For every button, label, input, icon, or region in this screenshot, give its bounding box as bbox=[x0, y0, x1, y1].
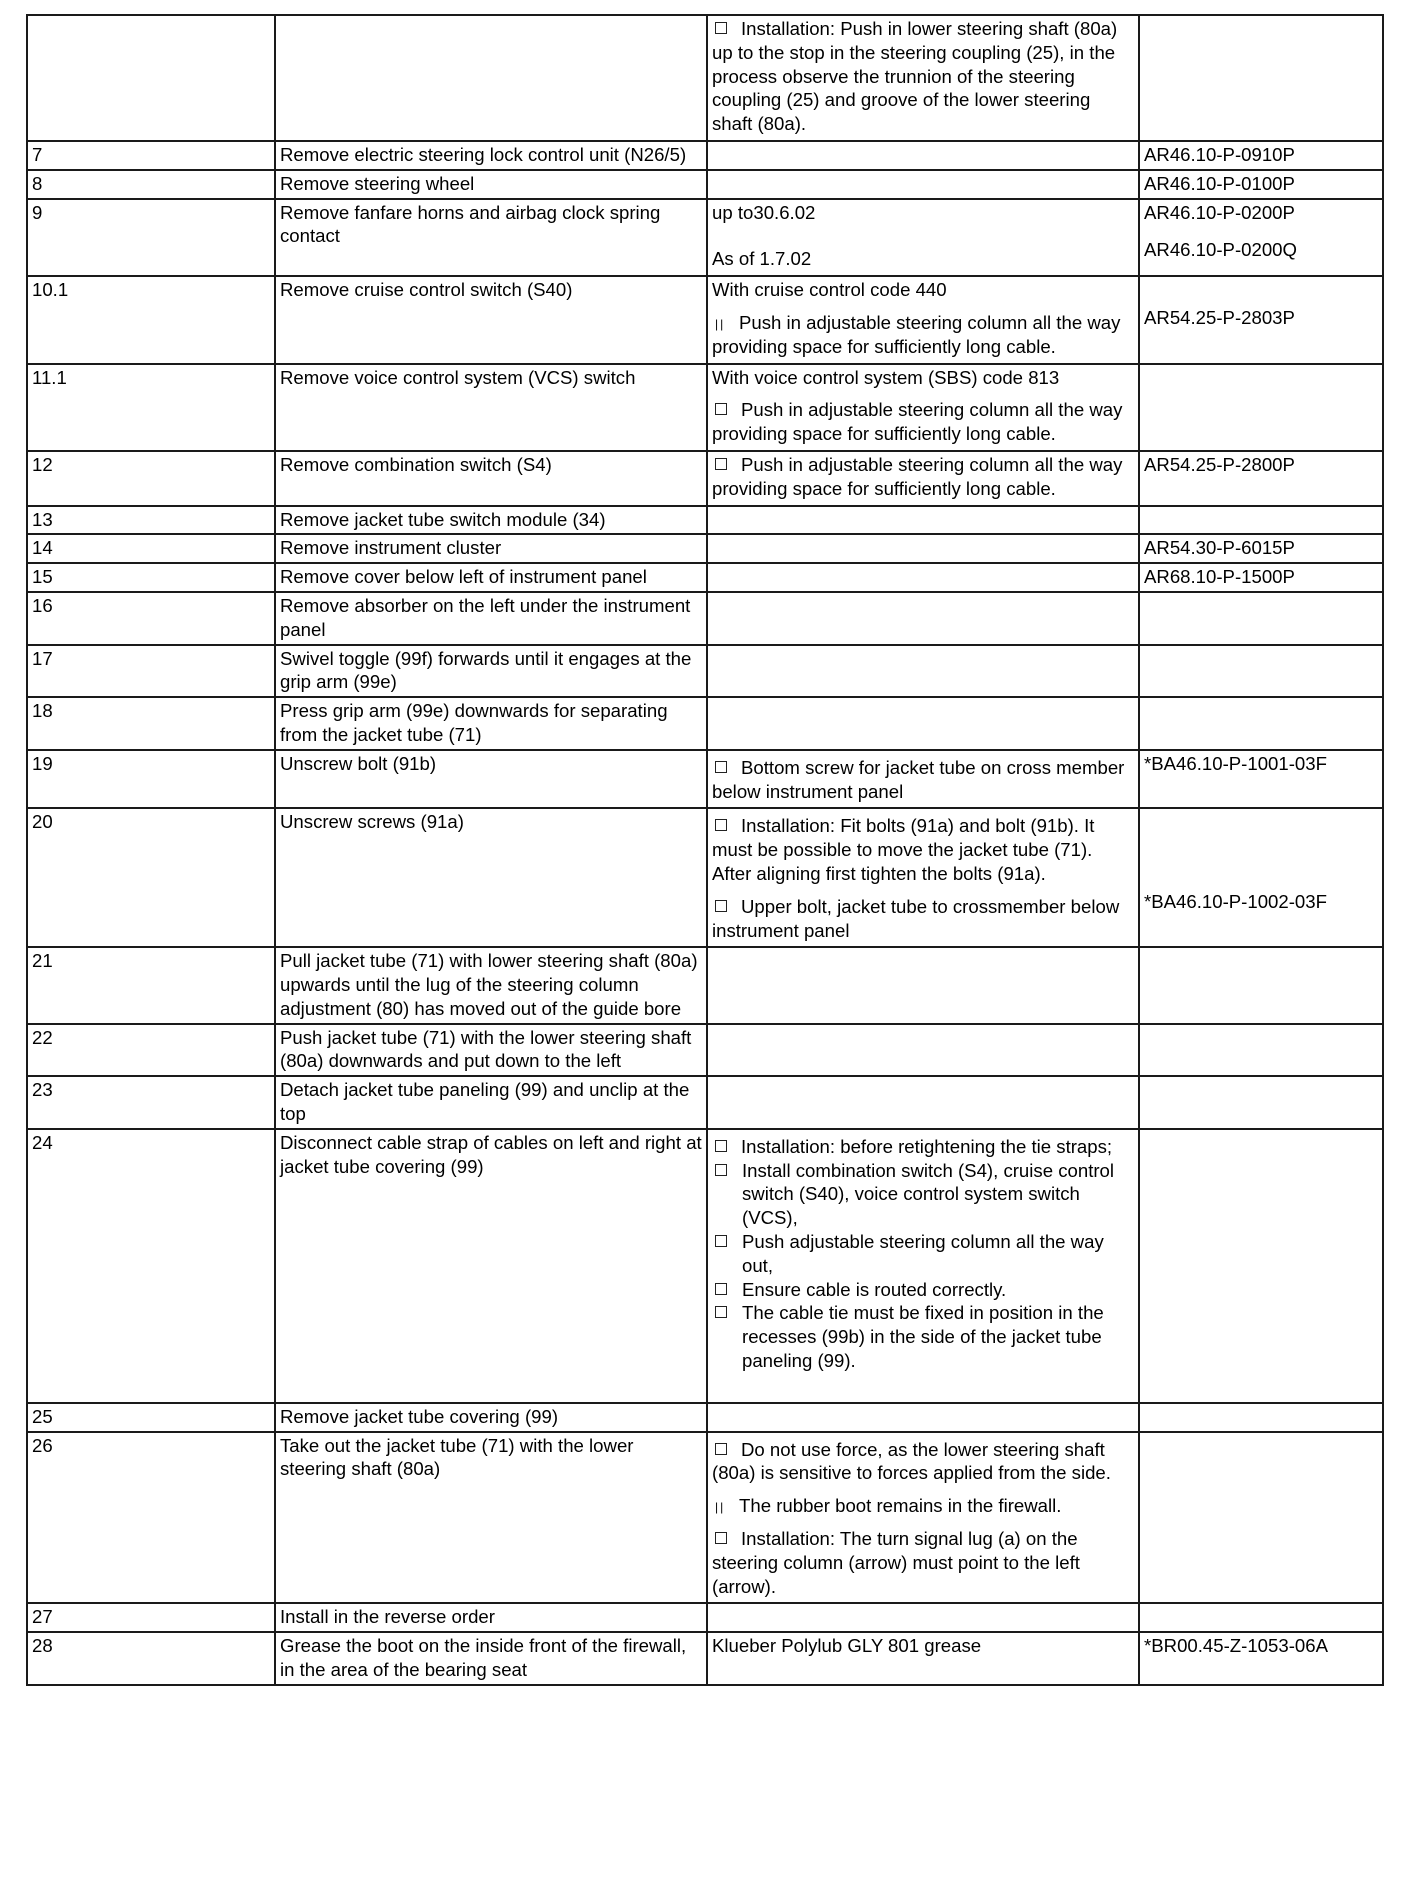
reference-cell bbox=[1139, 947, 1383, 1023]
step-cell: 20 bbox=[27, 808, 275, 947]
action-cell: Grease the boot on the inside front of the firewall, in the area of the bearing seat bbox=[275, 1632, 707, 1685]
reference-link[interactable]: *BA46.10-P-1002-03F bbox=[1144, 891, 1327, 913]
table-row bbox=[27, 276, 1383, 363]
action-cell: Remove steering wheel bbox=[275, 170, 707, 199]
reference-cell bbox=[1139, 1432, 1383, 1604]
action-cell: Remove cover below left of instrument panel bbox=[275, 563, 707, 592]
table-row bbox=[27, 563, 1383, 592]
bullet-icon: || bbox=[715, 1500, 726, 1515]
notes-cell bbox=[707, 592, 1139, 645]
note-text: With voice control system (SBS) code 813 bbox=[712, 366, 1060, 388]
reference-link[interactable]: AR46.10-P-0200P bbox=[1144, 201, 1295, 223]
checkbox-icon bbox=[715, 1532, 727, 1544]
notes-cell bbox=[707, 1129, 1139, 1403]
action-cell: Disconnect cable strap of cables on left and right at jacket tube covering (99) bbox=[275, 1129, 707, 1403]
reference-cell bbox=[1139, 364, 1383, 451]
list-item: The cable tie must be fixed in position in the recesses (99b) in the side of the jacket tube paneling (99). bbox=[712, 1301, 1134, 1372]
step-cell: 22 bbox=[27, 1024, 275, 1077]
action-cell: Install in the reverse order bbox=[275, 1603, 707, 1632]
list-item: Install combination switch (S4), cruise control switch (S40), voice control system switch (VCS), bbox=[712, 1159, 1134, 1230]
notes-cell bbox=[707, 1024, 1139, 1077]
reference-cell bbox=[1139, 697, 1383, 750]
reference-cell bbox=[1139, 1129, 1383, 1403]
note-text: Installation: before retightening the tie straps; bbox=[741, 1135, 1113, 1157]
action-cell: Detach jacket tube paneling (99) and unclip at the top bbox=[275, 1076, 707, 1129]
notes-cell bbox=[707, 364, 1139, 451]
note-text: Bottom screw for jacket tube on cross member below instrument panel bbox=[712, 756, 1125, 802]
step-cell: 21 bbox=[27, 947, 275, 1023]
step-cell: 13 bbox=[27, 506, 275, 535]
list-item: Push adjustable steering column all the way out, bbox=[712, 1230, 1134, 1278]
checkbox-icon bbox=[715, 819, 727, 831]
reference-cell bbox=[1139, 506, 1383, 535]
step-cell: 19 bbox=[27, 750, 275, 809]
notes-cell bbox=[707, 451, 1139, 506]
reference-cell: AR46.10-P-0100P bbox=[1139, 170, 1383, 199]
reference-cell bbox=[1139, 1076, 1383, 1129]
note-text: Installation: Push in lower steering shaft (80a) up to the stop in the steering coupling (25), in the process observe the trunnion of the steering coupling (25) and groove of the lower steering shaft (80a). bbox=[712, 18, 1118, 135]
list-item: Ensure cable is routed correctly. bbox=[712, 1278, 1134, 1302]
note-text: Installation: Fit bolts (91a) and bolt (91b). It must be possible to move the jacket tube (71). After aligning first tighten the bolts (91a). bbox=[712, 815, 1095, 884]
reference-cell bbox=[1139, 592, 1383, 645]
checkbox-icon bbox=[715, 1443, 727, 1455]
table-row bbox=[27, 451, 1383, 506]
action-cell bbox=[275, 15, 707, 141]
table-row bbox=[27, 534, 1383, 563]
table-row bbox=[27, 697, 1383, 750]
step-cell: 9 bbox=[27, 199, 275, 277]
notes-cell bbox=[707, 141, 1139, 170]
action-cell: Remove absorber on the left under the instrument panel bbox=[275, 592, 707, 645]
action-cell: Remove cruise control switch (S40) bbox=[275, 276, 707, 363]
step-cell: 25 bbox=[27, 1403, 275, 1432]
checkbox-icon bbox=[715, 22, 727, 34]
reference-cell: AR46.10-P-0910P bbox=[1139, 141, 1383, 170]
action-cell: Push jacket tube (71) with the lower steering shaft (80a) downwards and put down to the left bbox=[275, 1024, 707, 1077]
bullet-icon: || bbox=[715, 316, 726, 331]
action-cell: Remove fanfare horns and airbag clock spring contact bbox=[275, 199, 707, 277]
notes-cell bbox=[707, 697, 1139, 750]
action-cell: Remove jacket tube switch module (34) bbox=[275, 506, 707, 535]
step-cell: 15 bbox=[27, 563, 275, 592]
reference-cell bbox=[1139, 1603, 1383, 1632]
notes-cell bbox=[707, 1403, 1139, 1432]
step-cell: 17 bbox=[27, 645, 275, 698]
reference-cell: *BA46.10-P-1001-03F bbox=[1139, 750, 1383, 809]
step-cell: 14 bbox=[27, 534, 275, 563]
reference-cell: AR54.25-P-2800P bbox=[1139, 451, 1383, 506]
action-cell: Unscrew bolt (91b) bbox=[275, 750, 707, 809]
table-row bbox=[27, 199, 1383, 277]
reference-cell bbox=[1139, 276, 1383, 363]
reference-link[interactable]: AR54.25-P-2803P bbox=[1144, 307, 1295, 329]
table-row bbox=[27, 506, 1383, 535]
reference-cell bbox=[1139, 15, 1383, 141]
checkbox-icon bbox=[715, 1164, 727, 1176]
notes-cell bbox=[707, 170, 1139, 199]
checkbox-icon bbox=[715, 403, 727, 415]
table-row bbox=[27, 364, 1383, 451]
action-cell: Take out the jacket tube (71) with the lower steering shaft (80a) bbox=[275, 1432, 707, 1604]
checkbox-icon bbox=[715, 900, 727, 912]
note-text: Upper bolt, jacket tube to crossmember below instrument panel bbox=[712, 895, 1120, 941]
note-text: up to30.6.02 bbox=[712, 201, 816, 223]
table-row bbox=[27, 1632, 1383, 1685]
checkbox-icon bbox=[715, 761, 727, 773]
table-row bbox=[27, 592, 1383, 645]
notes-cell bbox=[707, 199, 1139, 277]
step-cell: 28 bbox=[27, 1632, 275, 1685]
step-cell: 7 bbox=[27, 141, 275, 170]
notes-cell bbox=[707, 1632, 1139, 1685]
step-cell: 10.1 bbox=[27, 276, 275, 363]
action-cell: Press grip arm (99e) downwards for separating from the jacket tube (71) bbox=[275, 697, 707, 750]
checkbox-icon bbox=[715, 1283, 727, 1295]
notes-cell bbox=[707, 563, 1139, 592]
table-row bbox=[27, 808, 1383, 947]
notes-cell bbox=[707, 276, 1139, 363]
step-cell: 23 bbox=[27, 1076, 275, 1129]
procedure-table bbox=[26, 14, 1384, 1686]
notes-cell bbox=[707, 1603, 1139, 1632]
checklist bbox=[712, 1159, 1134, 1373]
note-text: The rubber boot remains in the firewall. bbox=[739, 1495, 1062, 1517]
reference-cell bbox=[1139, 1024, 1383, 1077]
step-cell: 11.1 bbox=[27, 364, 275, 451]
reference-cell bbox=[1139, 808, 1383, 947]
reference-cell bbox=[1139, 1403, 1383, 1432]
table-row bbox=[27, 750, 1383, 809]
table-row bbox=[27, 141, 1383, 170]
action-cell: Unscrew screws (91a) bbox=[275, 808, 707, 947]
notes-cell bbox=[707, 1076, 1139, 1129]
table-row bbox=[27, 170, 1383, 199]
reference-cell bbox=[1139, 645, 1383, 698]
action-cell: Remove combination switch (S4) bbox=[275, 451, 707, 506]
table-row bbox=[27, 1403, 1383, 1432]
reference-link[interactable]: AR46.10-P-0200Q bbox=[1144, 239, 1297, 261]
checkbox-icon bbox=[715, 1235, 727, 1247]
note-text: With cruise control code 440 bbox=[712, 279, 947, 301]
table-row bbox=[27, 1432, 1383, 1604]
notes-cell bbox=[707, 645, 1139, 698]
action-cell: Remove jacket tube covering (99) bbox=[275, 1403, 707, 1432]
table-row bbox=[27, 1024, 1383, 1077]
notes-cell bbox=[707, 808, 1139, 947]
action-cell: Remove electric steering lock control unit (N26/5) bbox=[275, 141, 707, 170]
step-cell: 8 bbox=[27, 170, 275, 199]
step-cell: 18 bbox=[27, 697, 275, 750]
action-cell: Pull jacket tube (71) with lower steering shaft (80a) upwards until the lug of the steering column adjustment (80) has moved out of the guide bore bbox=[275, 947, 707, 1023]
notes-cell bbox=[707, 534, 1139, 563]
note-text: Push in adjustable steering column all the way providing space for sufficiently long cable. bbox=[712, 453, 1123, 499]
action-cell: Remove voice control system (VCS) switch bbox=[275, 364, 707, 451]
checkbox-icon bbox=[715, 458, 727, 470]
note-text: Klueber Polylub GLY 801 grease bbox=[712, 1635, 982, 1657]
reference-cell: AR68.10-P-1500P bbox=[1139, 563, 1383, 592]
notes-cell bbox=[707, 15, 1139, 141]
table-row bbox=[27, 1076, 1383, 1129]
table-row bbox=[27, 645, 1383, 698]
table-row bbox=[27, 1129, 1383, 1403]
notes-cell bbox=[707, 1432, 1139, 1604]
reference-cell bbox=[1139, 199, 1383, 277]
table-row bbox=[27, 15, 1383, 141]
step-cell bbox=[27, 15, 275, 141]
reference-link[interactable]: *BR00.45-Z-1053-06A bbox=[1144, 1635, 1328, 1657]
step-cell: 16 bbox=[27, 592, 275, 645]
reference-cell bbox=[1139, 1632, 1383, 1685]
note-text: As of 1.7.02 bbox=[712, 248, 812, 270]
step-cell: 27 bbox=[27, 1603, 275, 1632]
table-row bbox=[27, 947, 1383, 1023]
action-cell: Swivel toggle (99f) forwards until it engages at the grip arm (99e) bbox=[275, 645, 707, 698]
reference-cell: AR54.30-P-6015P bbox=[1139, 534, 1383, 563]
note-text: Do not use force, as the lower steering shaft (80a) is sensitive to forces applied from the side. bbox=[712, 1438, 1111, 1484]
notes-cell bbox=[707, 506, 1139, 535]
table-row bbox=[27, 1603, 1383, 1632]
note-text: Push in adjustable steering column all the way providing space for sufficiently long cable. bbox=[712, 311, 1121, 357]
checkbox-icon bbox=[715, 1306, 727, 1318]
step-cell: 12 bbox=[27, 451, 275, 506]
notes-cell bbox=[707, 947, 1139, 1023]
action-cell: Remove instrument cluster bbox=[275, 534, 707, 563]
note-text: Installation: The turn signal lug (a) on the steering column (arrow) must point to the left (arrow). bbox=[712, 1528, 1080, 1597]
note-text: Push in adjustable steering column all the way providing space for sufficiently long cable. bbox=[712, 399, 1123, 445]
step-cell: 24 bbox=[27, 1129, 275, 1403]
step-cell: 26 bbox=[27, 1432, 275, 1604]
checkbox-icon bbox=[715, 1140, 727, 1152]
notes-cell bbox=[707, 750, 1139, 809]
